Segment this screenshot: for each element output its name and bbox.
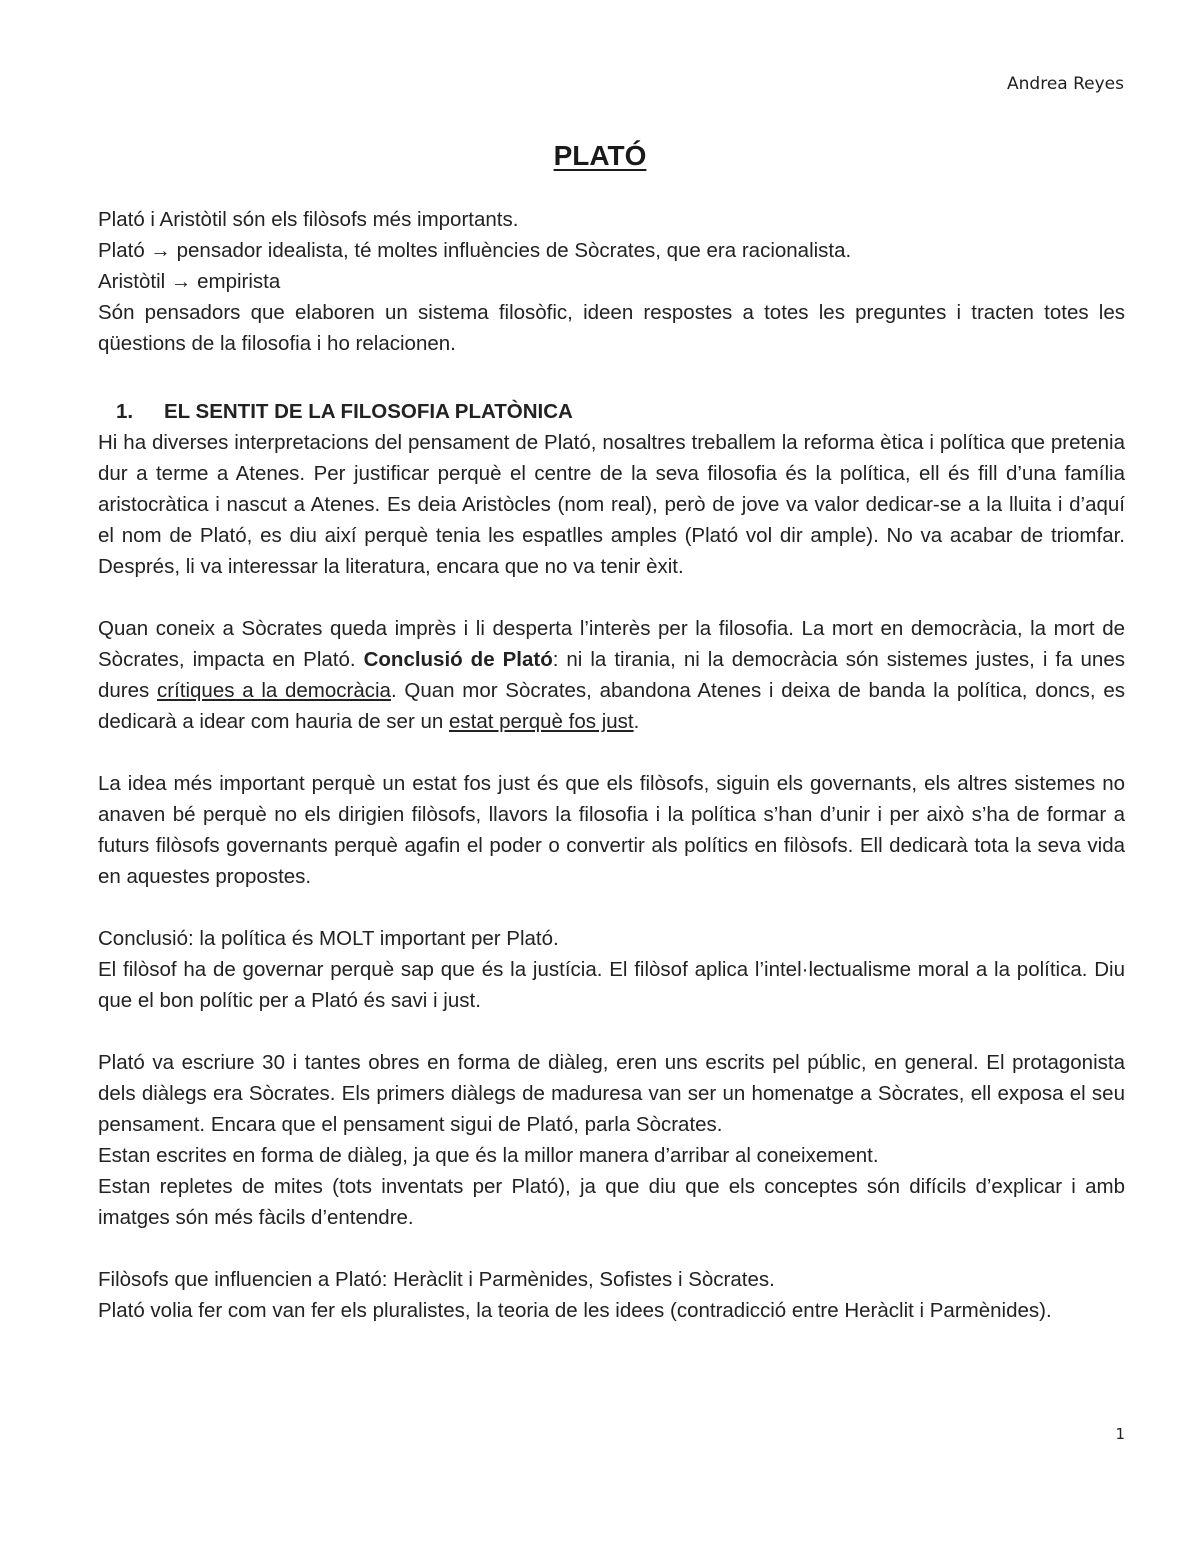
intro-line-1: Plató i Aristòtil són els filòsofs més importants. [98, 208, 519, 231]
paragraph-2-part-3: . Quan mor Sòcrates, abandona Atenes i deixa de banda la política, doncs, es dedicarà a idear com hauria de ser un [98, 679, 1125, 733]
spacer [98, 737, 1125, 768]
spacer [98, 892, 1125, 923]
page-title: PLATÓ [553, 140, 647, 171]
spacer [98, 1233, 1125, 1264]
paragraph-2-part-1: Quan coneix a Sòcrates queda imprès i li desperta l’interès per la filosofia. La mort en democràcia, la mort de Sòcrates, impacta en Plató. [98, 617, 1125, 671]
spacer [98, 1016, 1125, 1047]
paragraph-2-part-2: : ni la tirania, ni la democràcia són sistemes justes, i fa unes dures [98, 648, 1125, 702]
intro-line-2: Plató → pensador idealista, té moltes influències de Sòcrates, que era racionalista. [98, 239, 852, 262]
paragraph-1: Hi ha diverses interpretacions del pensament de Plató, nosaltres treballem la reforma ètica i política que pretenia dur a terme a Atenes. Per justificar perquè el centre de la seva filosofia és la política, ell és fill d’una família aristocràtica i nascut a Atenes. Es deia Aristòcles (nom real), però de jove va valor dedicar-se a la lluita i d’aquí el nom de Plató, es diu així perquè tenia les espatlles amples (Plató vol dir ample). No va acabar de triomfar. Després, li va interessar la literatura, encara que no va tenir èxit. [98, 431, 1125, 578]
intro-line-3: Aristòtil → empirista [98, 270, 281, 293]
conclusion-bold: Conclusió de Plató [363, 648, 553, 671]
header-author: Andrea Reyes [1007, 74, 1124, 94]
paragraph-5b: Estan escrites en forma de diàleg, ja que és la millor manera d’arribar al coneixement. [98, 1144, 879, 1167]
paragraph-6b: Plató volia fer com van fer els pluralistes, la teoria de les idees (contradicció entre Heràclit i Parmènides). [98, 1299, 1052, 1322]
critiques-underlined: crítiques a la democràcia [157, 679, 391, 702]
section-heading [98, 390, 1125, 427]
section-number: 1. [116, 400, 134, 423]
page-number: 1 [1115, 1425, 1125, 1443]
paragraph-5a: Plató va escriure 30 i tantes obres en forma de diàleg, eren uns escrits pel públic, en general. El protagonista dels diàlegs era Sòcrates. Els primers diàlegs de maduresa van ser un homenatge a Sòcrates, ell exposa el seu pensament. Encara que el pensament sigui de Plató, parla Sòcrates. [98, 1051, 1125, 1136]
paragraph-6a: Filòsofs que influencien a Plató: Heràclit i Parmènides, Sofistes i Sòcrates. [98, 1268, 775, 1291]
section-heading-text: EL SENTIT DE LA FILOSOFIA PLATÒNICA [164, 400, 573, 423]
paragraph-2-part-4: . [633, 710, 640, 733]
spacer [98, 359, 1125, 390]
just-state-underlined: estat perquè fos just [448, 710, 634, 733]
document-body [98, 204, 1125, 1326]
paragraph-4a: Conclusió: la política és MOLT important per Plató. [98, 927, 559, 950]
spacer [98, 582, 1125, 613]
paragraph-3: La idea més important perquè un estat fos just és que els filòsofs, siguin els governants, els altres sistemes no anaven bé perquè no els dirigien filòsofs, llavors la filosofia i la política s’han d’unir i per això s’ha de formar a futurs filòsofs governants perquè agafin el poder o convertir als polítics en filòsofs. Ell dedicarà tota la seva vida en aquestes propostes. [98, 772, 1125, 888]
paragraph-2 [98, 613, 1125, 737]
paragraph-4b: El filòsof ha de governar perquè sap que és la justícia. El filòsof aplica l’intel·lectualisme moral a la política. Diu que el bon polític per a Plató és savi i just. [98, 958, 1125, 1012]
intro-line-4: Són pensadors que elaboren un sistema filosòfic, ideen respostes a totes les preguntes i tracten totes les qüestions de la filosofia i ho relacionen. [98, 301, 1125, 355]
paragraph-5c: Estan repletes de mites (tots inventats per Plató), ja que diu que els conceptes són difícils d’explicar i amb imatges són més fàcils d’entendre. [98, 1175, 1125, 1229]
